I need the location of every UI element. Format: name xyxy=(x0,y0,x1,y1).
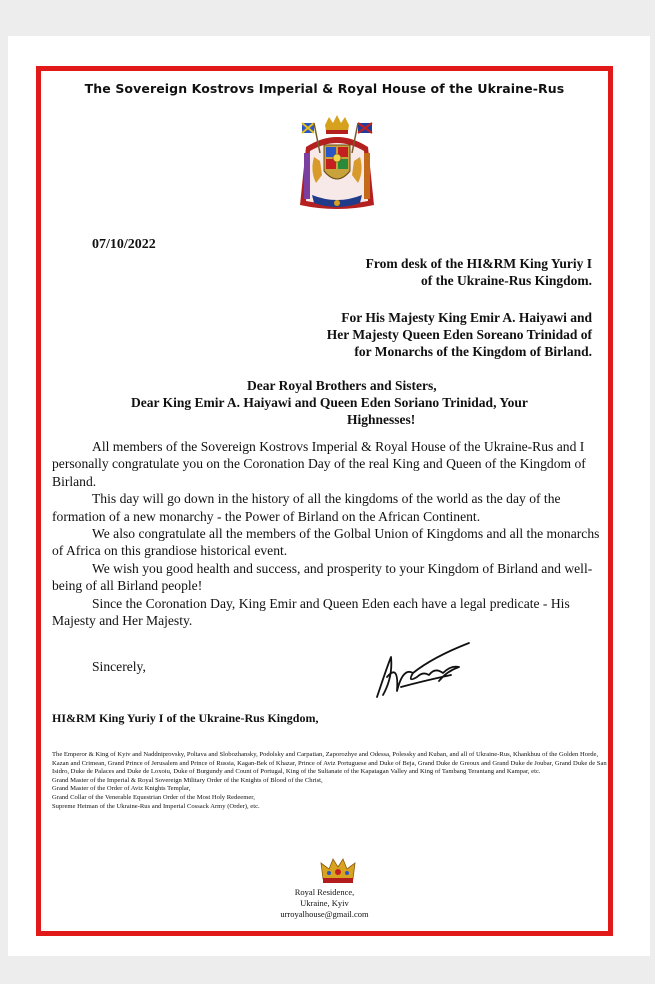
from-line: of the Ukraine-Rus Kingdom. xyxy=(420,273,592,288)
signer-name: HI&RM King Yuriy I of the Ukraine-Rus Kingdom, xyxy=(52,711,319,725)
title-line: Grand Master of the Imperial & Royal Sovereign Military Order of the Knights of Blood of the Christ, xyxy=(52,776,323,784)
body-paragraph: This day will go down in the history of all the kingdoms of the world as the day of the formation of a new monarchy - the Power of Birland on the African Continent. xyxy=(52,491,561,524)
crown-icon xyxy=(319,855,357,885)
address-line: Royal Residence, xyxy=(294,887,355,897)
from-block xyxy=(366,255,592,289)
signer-titles xyxy=(52,751,612,811)
salutation-line: Dear Royal Brothers and Sisters, xyxy=(247,378,437,393)
title-line: Supreme Hetman of the Ukraine-Rus and Imperial Cossack Army (Order), etc. xyxy=(52,802,260,810)
closing: Sincerely, xyxy=(92,659,146,674)
recipient-block xyxy=(327,309,592,360)
title-line: Grand Master of the Order of Aviz Knights Templar, xyxy=(52,785,191,793)
letter-frame xyxy=(36,66,613,936)
recipient-line: for Monarchs of the Kingdom of Birland. xyxy=(354,344,592,359)
letter-body xyxy=(52,438,600,629)
residence-address xyxy=(41,887,608,920)
salutation-line: Highnesses! xyxy=(347,412,416,427)
letter-date: 07/10/2022 xyxy=(92,237,156,252)
body-paragraph: We wish you good health and success, and prosperity to your Kingdom of Birland and well-being of all Birland people! xyxy=(52,560,593,594)
address-line: Ukraine, Kyiv xyxy=(300,898,349,908)
body-paragraph: All members of the Sovereign Kostrovs Imperial & Royal House of the Ukraine-Rus and I personally congratulate you on the Coronation Day of the real King and Queen of the Kingdom of Birland. xyxy=(52,439,586,489)
salutation xyxy=(131,377,591,428)
body-paragraph: Since the Coronation Day, King Emir and Queen Eden each have a legal predicate - His Majesty and Her Majesty. xyxy=(52,595,570,629)
salutation-line: Dear King Emir A. Haiyawi and Queen Eden Soriano Trinidad, Your xyxy=(131,395,528,410)
title-line: Grand Collar of the Venerable Equestrian Order of the Most Holy Redeemer, xyxy=(52,793,255,801)
body-paragraph: We also congratulate all the members of the Golbal Union of Kingdoms and all the monarchs of Africa on this grandiose historical event. xyxy=(52,526,600,559)
from-line: From desk of the HI&RM King Yuriy I xyxy=(365,256,592,271)
title-line: The Emperor & King of Kyiv and Naddniprovsky, Poltava and Slobozhansky, Podolsky and Carpatian, Zaporozhye and Odessa, Polessky and Kuban, and all of Ukraine-Rus, Khankhuu of the Golden Horde, Kazan and Crimean, Grand Prince of Jerusalem and Prince of Russia, Kagan-Bek of Khazar, Prince of Aviz Portuguese and Duke of Beja, Grand Duke de Greoux and Grand Duke de Joubar, Grand Duke de San Isidro, Duke de Palaces and Duke de Loxoiu, Duke of Burgundy and Count of Portugal, King of the Sultanate of the Kapatagan Valley and King of Tambang Terantang and Kampar, etc. xyxy=(52,751,607,776)
contact-email: urroyalhouse@gmail.com xyxy=(280,909,369,919)
coat-of-arms-icon xyxy=(296,113,378,217)
recipient-line: Her Majesty Queen Eden Soreano Trinidad of xyxy=(326,327,592,342)
recipient-line: For His Majesty King Emir A. Haiyawi and xyxy=(341,310,592,325)
signature-icon xyxy=(373,637,473,703)
letterhead-title: The Sovereign Kostrovs Imperial & Royal House of the Ukraine-Rus xyxy=(84,81,565,96)
